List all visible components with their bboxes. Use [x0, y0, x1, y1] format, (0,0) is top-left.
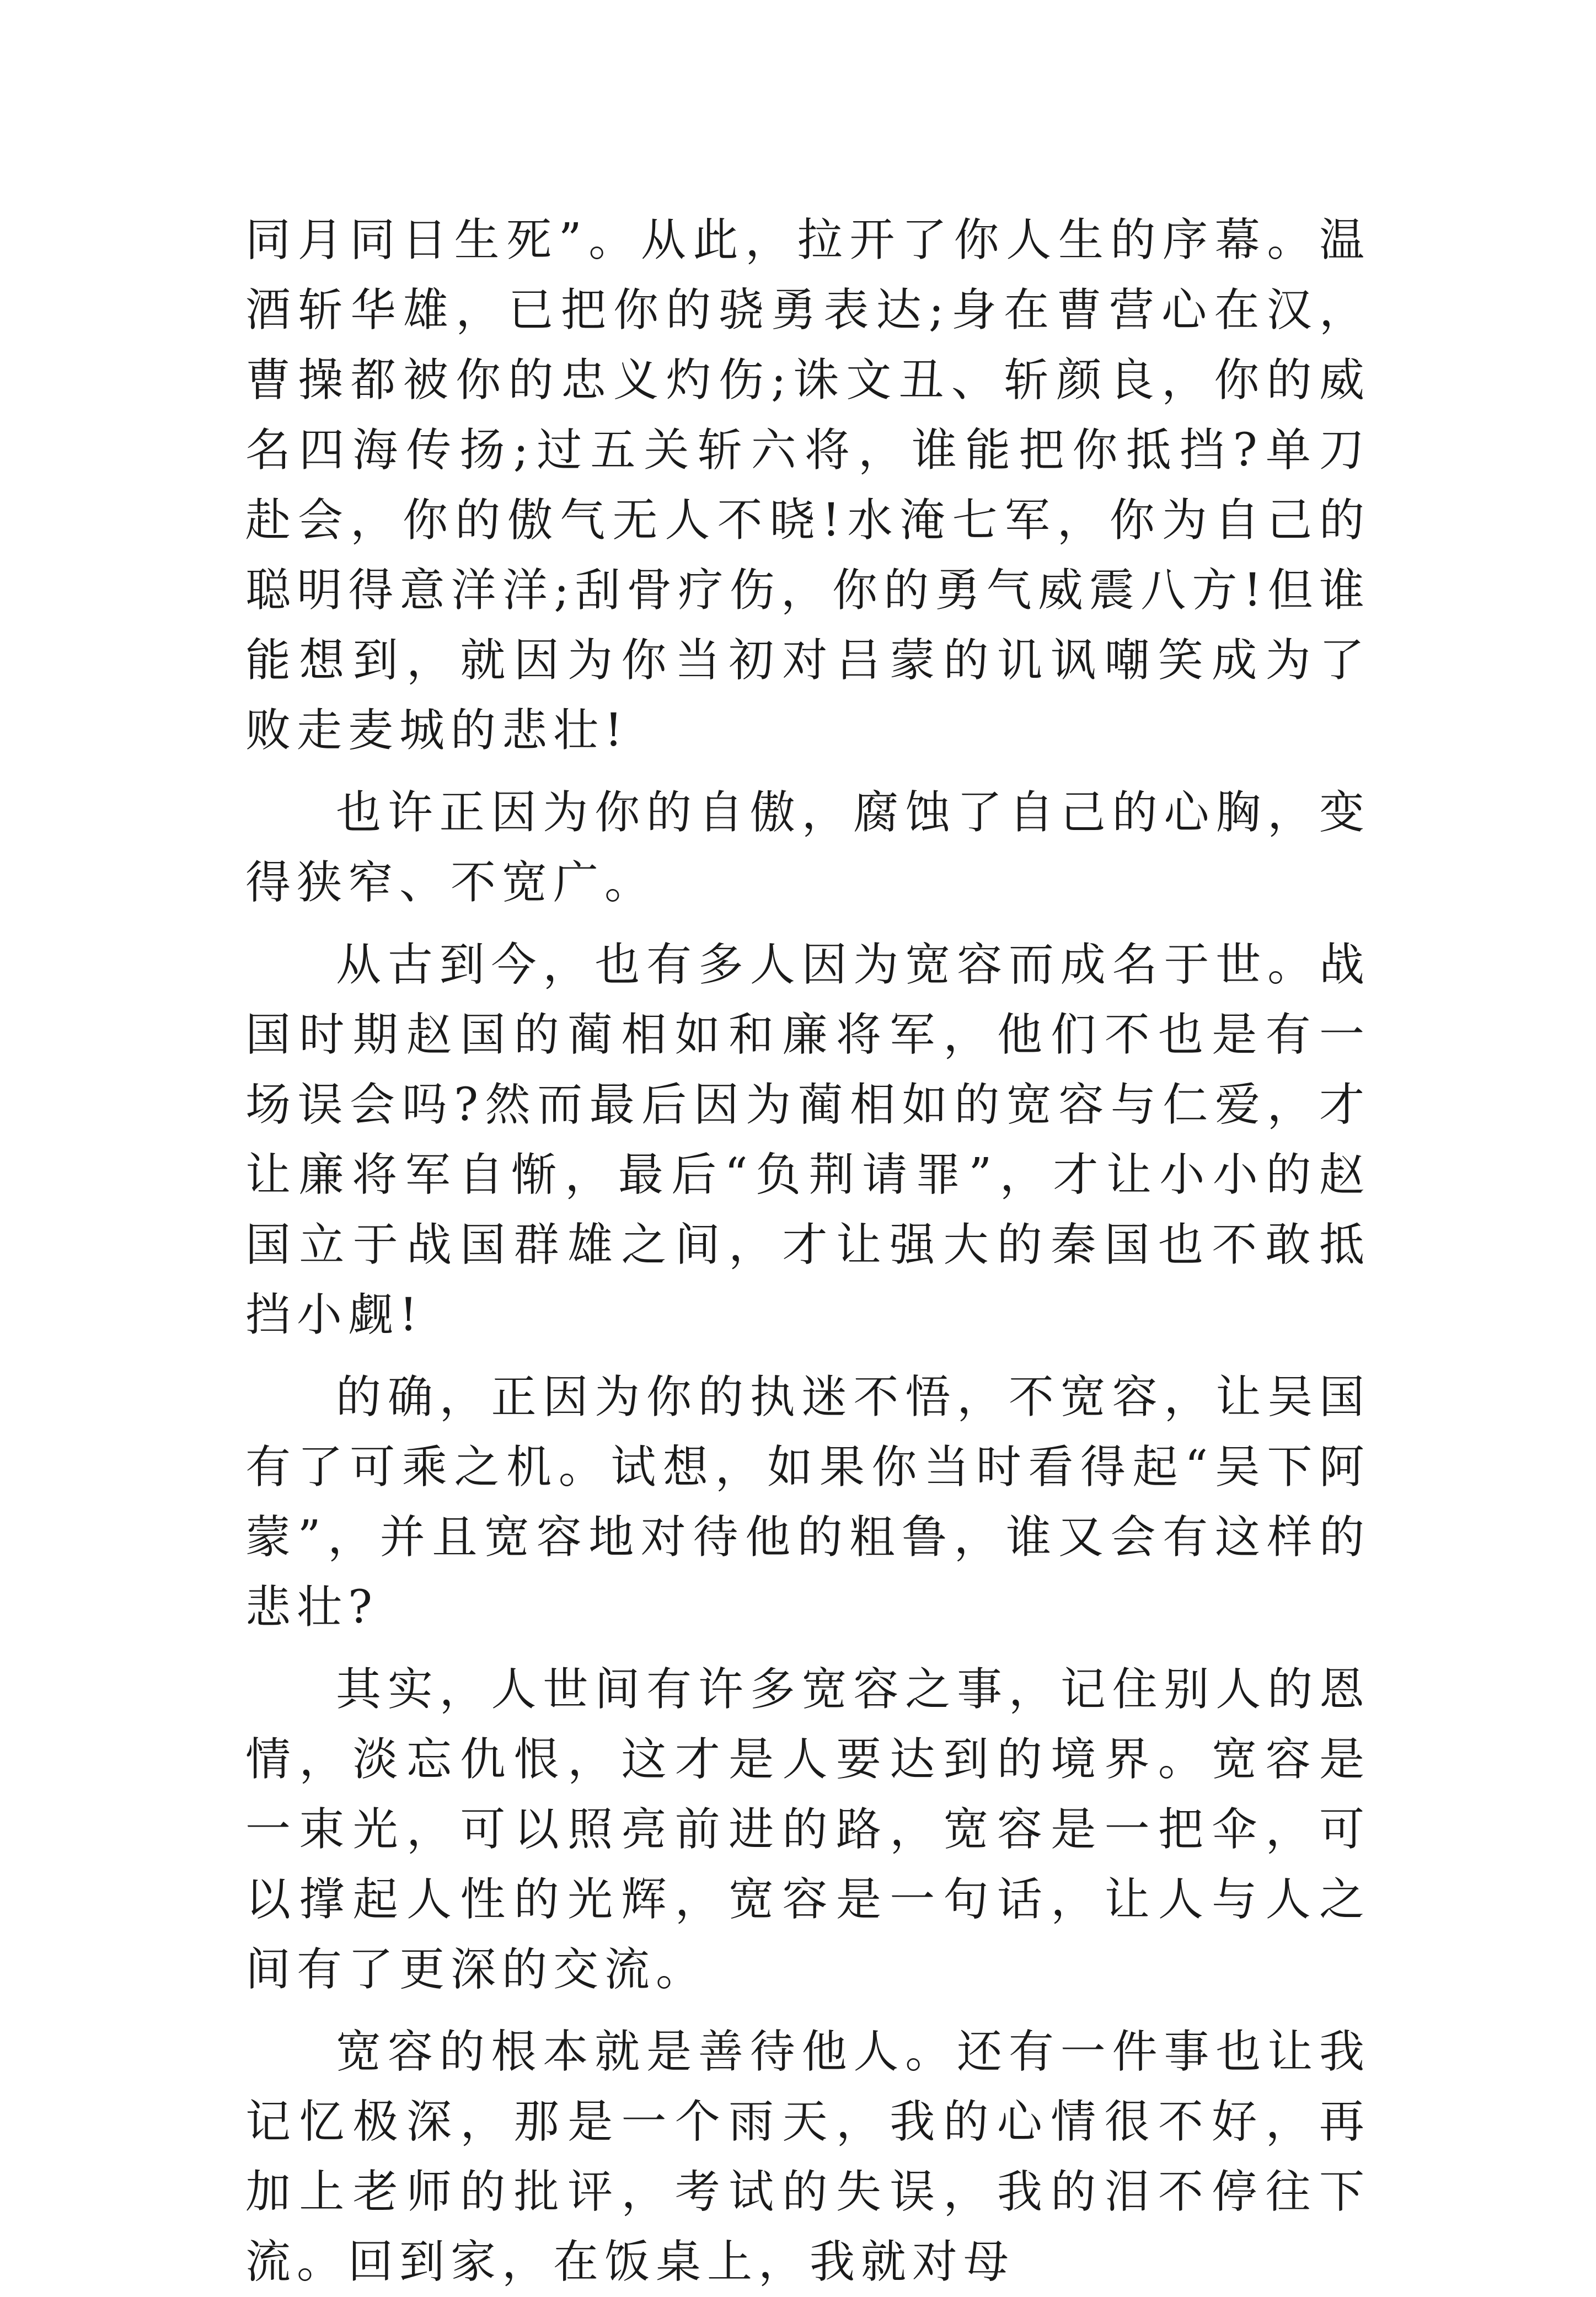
document-body	[245, 205, 1370, 2297]
paragraph-1: 同月同日生死”。从此，拉开了你人生的序幕。温酒斩华雄，已把你的骁勇表达;身在曹营心在汉，曹操都被你的忠义灼伤;诛文丑、斩颜良，你的威名四海传扬;过五关斩六将，谁能把你抵挡?单刀赴会，你的傲气无人不晓!水淹七军，你为自己的聪明得意洋洋;刮骨疗伤，你的勇气威震八方!但谁能想到，就因为你当初对吕蒙的讥讽嘲笑成为了败走麦城的悲壮!	[245, 214, 1370, 757]
paragraph-3: 从古到今，也有多人因为宽容而成名于世。战国时期赵国的蔺相如和廉将军，他们不也是有一场误会吗?然而最后因为蔺相如的宽容与仁爱，才让廉将军自惭，最后“负荆请罪”，才让小小的赵国立于战国群雄之间，才让强大的秦国也不敢抵挡小觑!	[245, 939, 1370, 1341]
paragraph-6: 宽容的根本就是善待他人。还有一件事也让我记忆极深，那是一个雨天，我的心情很不好，再加上老师的批评，考试的失误，我的泪不停往下流。回到家，在饭桌上，我就对母	[245, 2026, 1370, 2288]
paragraph-2: 也许正因为你的自傲，腐蚀了自己的心胸，变得狭窄、不宽广。	[245, 786, 1370, 909]
paragraph-4: 的确，正因为你的执迷不悟，不宽容，让吴国有了可乘之机。试想，如果你当时看得起“吴下阿蒙”，并且宽容地对待他的粗鲁，谁又会有这样的悲壮?	[245, 1371, 1370, 1634]
paragraph-5: 其实，人世间有许多宽容之事，记住别人的恩情，淡忘仇恨，这才是人要达到的境界。宽容是一束光，可以照亮前进的路，宽容是一把伞，可以撑起人性的光辉，宽容是一句话，让人与人之间有了更深的交流。	[245, 1663, 1370, 1996]
